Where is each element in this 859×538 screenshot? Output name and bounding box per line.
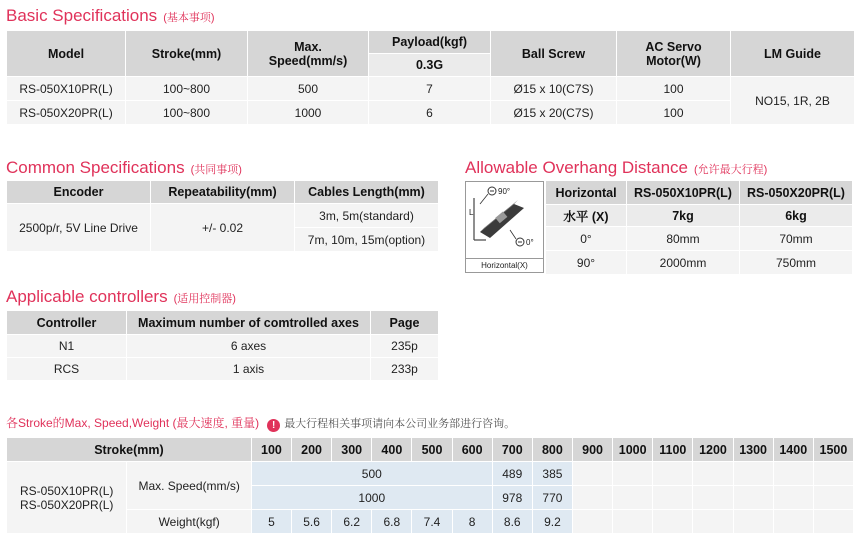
cell-controller: RCS [7, 358, 127, 381]
cell-weight: 8 [452, 510, 492, 534]
overhang-header-load1: 7kg [627, 205, 740, 227]
overhang-title [465, 158, 767, 178]
table-row [7, 510, 854, 534]
overhang-header-model1: RS-050X10PR(L) [627, 181, 740, 205]
common-header-repeatability: Repeatability(mm) [151, 181, 295, 204]
controllers-title-cn: (适用控制器) [173, 293, 236, 305]
cell-payload: 6 [369, 101, 491, 125]
basic-header-lmguide: LM Guide [731, 31, 855, 77]
common-specs-title [6, 158, 242, 178]
stroke-header: 1200 [693, 438, 733, 462]
cell-speed-700: 978 [492, 486, 532, 510]
cell-weight: 5.6 [292, 510, 332, 534]
stroke-section-heading [6, 414, 515, 432]
cell-repeatability: +/- 0.02 [151, 204, 295, 252]
table-row [7, 358, 439, 381]
cell-speed-label: Max. Speed(mm/s) [127, 462, 251, 510]
cell-speed-span: 500 [251, 462, 492, 486]
stroke-section-title: 各Stroke的Max, Speed,Weight (最大速度, 重量) [6, 416, 260, 430]
warning-icon: ! [267, 419, 280, 432]
cell-stroke: 100~800 [126, 77, 248, 101]
cell-speed-800: 385 [532, 462, 572, 486]
stroke-header: 100 [251, 438, 291, 462]
stroke-header: 600 [452, 438, 492, 462]
cell-cables-option: 7m, 10m, 15m(option) [295, 228, 439, 252]
cell-motor: 100 [617, 101, 731, 125]
cell-speed: 1000 [248, 101, 369, 125]
cell-angle: 0° [546, 227, 627, 251]
stroke-header: 800 [532, 438, 572, 462]
overhang-header-horizontal: Horizontal [546, 181, 627, 205]
basic-header-motor: AC Servo Motor(W) [617, 31, 731, 77]
common-specs-title-text: Common Specifications [6, 158, 185, 177]
stroke-header: 1100 [653, 438, 693, 462]
overhang-title-cn: (允许最大行程) [694, 164, 768, 176]
stroke-header: 200 [292, 438, 332, 462]
table-row [546, 227, 853, 251]
diagram-l-label: L [469, 208, 474, 217]
cell-speed-800: 770 [532, 486, 572, 510]
stroke-header: 1300 [733, 438, 773, 462]
stroke-header: 700 [492, 438, 532, 462]
overhang-title-text: Allowable Overhang Distance [465, 158, 689, 177]
diagram-0-label: 0° [526, 238, 534, 247]
cell-stroke: 100~800 [126, 101, 248, 125]
controllers-header-axes: Maximum number of comtrolled axes [127, 311, 371, 335]
overhang-diagram [465, 181, 544, 273]
basic-specs-title-text: Basic Specifications [6, 6, 158, 25]
common-header-cables: Cables Length(mm) [295, 181, 439, 204]
cell-weight-label: Weight(kgf) [127, 510, 251, 534]
stroke-header: 1400 [773, 438, 813, 462]
common-header-encoder: Encoder [7, 181, 151, 204]
stroke-header: 400 [372, 438, 412, 462]
cell-ballscrew: Ø15 x 10(C7S) [491, 77, 617, 101]
cell-weight: 6.2 [332, 510, 372, 534]
cell-speed: 500 [248, 77, 369, 101]
cell-page: 233p [371, 358, 439, 381]
basic-header-payload: Payload(kgf) [369, 31, 491, 54]
cell-overhang-2: 70mm [740, 227, 853, 251]
cell-overhang-1: 2000mm [627, 251, 740, 275]
cell-payload: 7 [369, 77, 491, 101]
cell-overhang-1: 80mm [627, 227, 740, 251]
stroke-table [6, 437, 854, 534]
diagram-caption: Horizontal(X) [466, 258, 543, 272]
cell-model: RS-050X10PR(L) [7, 77, 126, 101]
cell-motor: 100 [617, 77, 731, 101]
cell-axes: 1 axis [127, 358, 371, 381]
controllers-title [6, 287, 236, 307]
controllers-header-controller: Controller [7, 311, 127, 335]
cell-page: 235p [371, 335, 439, 358]
cell-overhang-2: 750mm [740, 251, 853, 275]
cell-cables-standard: 3m, 5m(standard) [295, 204, 439, 228]
controllers-title-text: Applicable controllers [6, 287, 168, 306]
overhang-table [545, 180, 853, 275]
common-specs-title-cn: (共同事项) [190, 164, 242, 176]
basic-header-ballscrew: Ball Screw [491, 31, 617, 77]
stroke-header: 900 [572, 438, 612, 462]
table-row [546, 251, 853, 275]
stroke-warning-text: 最大行程相关事项请向本公司业务部进行咨询。 [284, 418, 516, 430]
common-specs-table [6, 180, 439, 252]
cell-lmguide: NO15, 1R, 2B [731, 77, 855, 125]
basic-header-speed: Max. Speed(mm/s) [248, 31, 369, 77]
cell-model: RS-050X20PR(L) [7, 101, 126, 125]
cell-weight: 8.6 [492, 510, 532, 534]
cell-controller: N1 [7, 335, 127, 358]
cell-weight: 5 [251, 510, 291, 534]
cell-speed-700: 489 [492, 462, 532, 486]
stroke-header-label: Stroke(mm) [7, 438, 252, 462]
basic-header-stroke: Stroke(mm) [126, 31, 248, 77]
table-row [7, 101, 855, 125]
cell-models: RS-050X10PR(L) RS-050X20PR(L) [7, 462, 127, 534]
actuator-diagram-icon [466, 182, 543, 258]
table-row [7, 204, 439, 228]
stroke-header: 1500 [813, 438, 853, 462]
table-row [7, 77, 855, 101]
diagram-90-label: 90° [498, 187, 511, 196]
cell-encoder: 2500p/r, 5V Line Drive [7, 204, 151, 252]
cell-axes: 6 axes [127, 335, 371, 358]
controllers-table [6, 310, 439, 381]
stroke-header: 300 [332, 438, 372, 462]
table-row [7, 335, 439, 358]
controllers-header-page: Page [371, 311, 439, 335]
basic-header-model: Model [7, 31, 126, 77]
overhang-header-model2: RS-050X20PR(L) [740, 181, 853, 205]
overhang-header-load2: 6kg [740, 205, 853, 227]
cell-weight: 7.4 [412, 510, 452, 534]
basic-specs-table [6, 30, 855, 125]
cell-speed-span: 1000 [251, 486, 492, 510]
overhang-header-horizontal-cn: 水平 (X) [546, 205, 627, 227]
basic-header-payload-sub: 0.3G [369, 54, 491, 77]
stroke-header: 1000 [613, 438, 653, 462]
cell-angle: 90° [546, 251, 627, 275]
table-row [7, 462, 854, 486]
cell-ballscrew: Ø15 x 20(C7S) [491, 101, 617, 125]
cell-weight: 6.8 [372, 510, 412, 534]
basic-specs-title [6, 6, 215, 26]
stroke-header: 500 [412, 438, 452, 462]
cell-weight: 9.2 [532, 510, 572, 534]
basic-specs-title-cn: (基本事项) [163, 12, 215, 24]
